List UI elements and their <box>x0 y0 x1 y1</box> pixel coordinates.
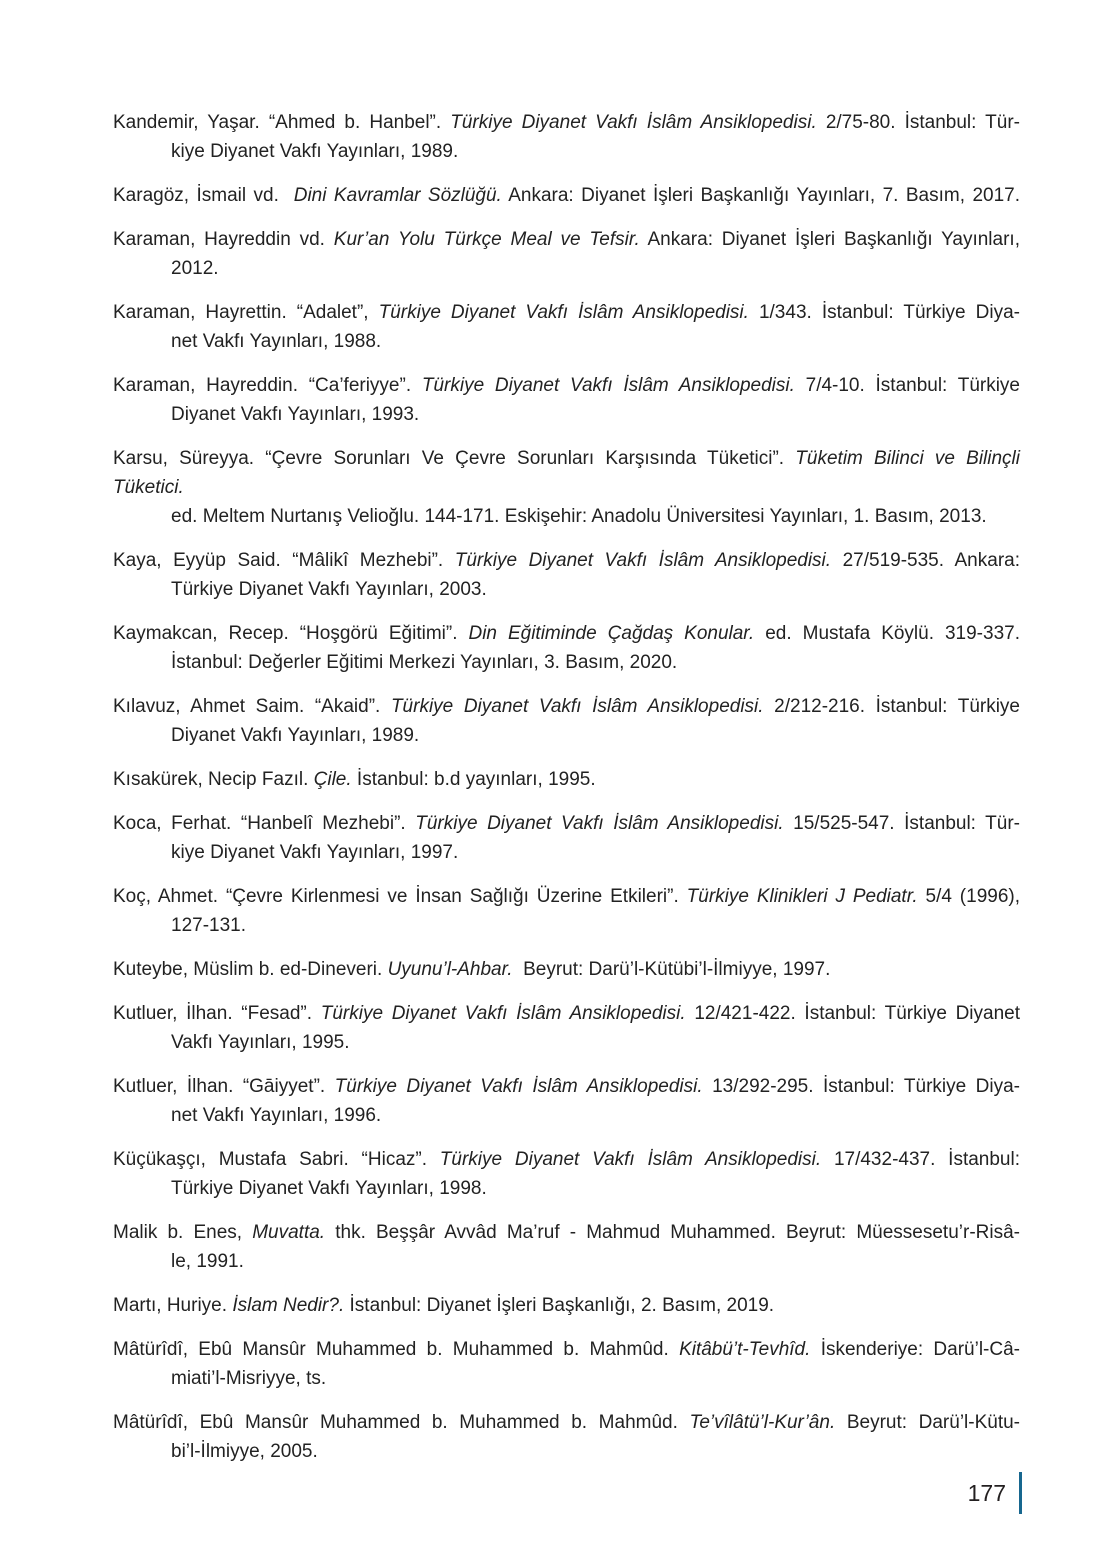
entry-line <box>113 254 1020 283</box>
bibliography-entry <box>113 181 1020 210</box>
entry-text: Kuteybe, Müslim b. ed-Dineveri. <box>113 959 388 980</box>
entry-line <box>113 502 1020 531</box>
entry-text: Kutluer, İlhan. “Gāiyyet”. <box>113 1076 335 1097</box>
bibliography-entry <box>113 1408 1020 1466</box>
entry-text: Beyrut: Darü’l-Kütübi’l-İlmiyye, 1997. <box>512 959 831 980</box>
entry-line <box>113 1364 1020 1393</box>
entry-text: Kutluer, İlhan. “Fesad”. <box>113 1003 321 1024</box>
bibliography-entry <box>113 1335 1020 1393</box>
bibliography-entry <box>113 225 1020 283</box>
entry-text: net Vakfı Yayınları, 1988. <box>171 331 382 352</box>
page-edge-bar <box>1019 1472 1022 1514</box>
entry-line <box>113 181 1020 210</box>
entry-line <box>113 911 1020 940</box>
entry-text: 127-131. <box>171 915 247 936</box>
entry-text: ed. Meltem Nurtanış Velioğlu. 144-171. Eskişehir: Anadolu Üniversitesi Yayınları, 1. Basım, 2013. <box>171 506 987 527</box>
entry-line <box>113 1174 1020 1203</box>
entry-line <box>113 225 1020 254</box>
entry-title-italic: Te’vîlâtü’l-Kur’ân. <box>689 1412 836 1433</box>
entry-text: Karsu, Süreyya. “Çevre Sorunları Ve Çevre Sorunları Karşısında Tüketici”. <box>113 448 796 469</box>
entry-text: Karaman, Hayreddin vd. <box>113 229 334 250</box>
entry-text: Beyrut: Darü’l-Kütu- <box>835 1412 1020 1433</box>
entry-line <box>113 1072 1020 1101</box>
bibliography-entry <box>113 692 1020 750</box>
bibliography-entry <box>113 371 1020 429</box>
entry-text: 15/525-547. İstanbul: Tür- <box>783 813 1020 834</box>
entry-text: Karaman, Hayreddin. “Ca’feriyye”. <box>113 375 422 396</box>
bibliography-entry <box>113 298 1020 356</box>
entry-line <box>113 882 1020 911</box>
entry-text: Ankara: Diyanet İşleri Başkanlığı Yayınları, <box>639 229 1020 250</box>
entry-title-italic: Muvatta. <box>252 1222 326 1243</box>
entry-text: İskenderiye: Darü’l-Câ- <box>810 1339 1020 1360</box>
entry-line <box>113 444 1020 502</box>
bibliography-entry <box>113 1291 1020 1320</box>
entry-text: kiye Diyanet Vakfı Yayınları, 1989. <box>171 141 459 162</box>
entry-title-italic: Din Eğitiminde Çağdaş Konular. <box>468 623 755 644</box>
entry-line <box>113 546 1020 575</box>
bibliography-entry <box>113 1218 1020 1276</box>
entry-text: 1/343. İstanbul: Türkiye Diya- <box>748 302 1021 323</box>
entry-text: Kaya, Eyyüp Said. “Mâlikî Mezhebi”. <box>113 550 455 571</box>
page-footer <box>968 1472 1022 1514</box>
entry-line <box>113 721 1020 750</box>
entry-line <box>113 1101 1020 1130</box>
bibliography-entry <box>113 999 1020 1057</box>
bibliography-entry <box>113 809 1020 867</box>
entry-text: 7/4-10. İstanbul: Türkiye <box>794 375 1021 396</box>
entry-text: thk. Beşşâr Avvâd Ma’ruf - Mahmud Muhammed. Beyrut: Müessesetu’r-Risâ- <box>325 1222 1020 1243</box>
entry-title-italic: Çile. <box>313 769 352 790</box>
entry-text: 5/4 (1996), <box>917 886 1020 907</box>
bibliography-entry <box>113 955 1020 984</box>
entry-line <box>113 1145 1020 1174</box>
entry-title-italic: Türkiye Diyanet Vakfı İslâm Ansiklopedisi. <box>454 550 832 571</box>
entry-title-italic: Kur’an Yolu Türkçe Meal ve Tefsir. <box>333 229 640 250</box>
entry-line <box>113 1291 1020 1320</box>
bibliography-entry <box>113 1072 1020 1130</box>
entry-text: Kılavuz, Ahmet Saim. “Akaid”. <box>113 696 391 717</box>
entry-text: Mâtürîdî, Ebû Mansûr Muhammed b. Muhammed b. Mahmûd. <box>113 1339 680 1360</box>
page-number: 177 <box>967 1480 1006 1506</box>
entry-title-italic: Türkiye Diyanet Vakfı İslâm Ansiklopedisi. <box>390 696 764 717</box>
entry-text: le, 1991. <box>171 1251 244 1272</box>
entry-text: 2/75-80. İstanbul: Tür- <box>816 112 1020 133</box>
entry-text: bi’l-İlmiyye, 2005. <box>171 1441 318 1462</box>
entry-text: 27/519-535. Ankara: <box>831 550 1020 571</box>
bibliography-entry <box>113 108 1020 166</box>
entry-text: Diyanet Vakfı Yayınları, 1989. <box>171 725 420 746</box>
entry-text: Diyanet Vakfı Yayınları, 1993. <box>171 404 420 425</box>
entry-text: kiye Diyanet Vakfı Yayınları, 1997. <box>171 842 459 863</box>
bibliography <box>113 108 1020 1481</box>
entry-line <box>113 137 1020 166</box>
entry-text: 2/212-216. İstanbul: Türkiye <box>763 696 1021 717</box>
entry-line <box>113 298 1020 327</box>
entry-text: İstanbul: Diyanet İşleri Başkanlığı, 2. Basım, 2019. <box>344 1295 775 1316</box>
entry-title-italic: Uyunu’l-Ahbar. <box>387 959 513 980</box>
entry-line <box>113 648 1020 677</box>
entry-text: İstanbul: b.d yayınları, 1995. <box>351 769 596 790</box>
entry-text: 2012. <box>171 258 219 279</box>
entry-line <box>113 1218 1020 1247</box>
entry-line <box>113 400 1020 429</box>
entry-text: Kısakürek, Necip Fazıl. <box>113 769 314 790</box>
entry-text: Türkiye Diyanet Vakfı Yayınları, 1998. <box>171 1178 487 1199</box>
entry-text: 17/432-437. İstanbul: <box>821 1149 1020 1170</box>
entry-line <box>113 999 1020 1028</box>
entry-title-italic: Türkiye Diyanet Vakfı İslâm Ansiklopedisi. <box>334 1076 703 1097</box>
entry-text: Küçükaşçı, Mustafa Sabri. “Hicaz”. <box>113 1149 440 1170</box>
entry-text: Malik b. Enes, <box>113 1222 253 1243</box>
entry-title-italic: İslam Nedir?. <box>232 1295 345 1316</box>
entry-title-italic: Türkiye Diyanet Vakfı İslâm Ansiklopedisi. <box>415 813 784 834</box>
entry-line <box>113 371 1020 400</box>
bibliography-entry <box>113 546 1020 604</box>
entry-line <box>113 108 1020 137</box>
entry-text: 13/292-295. İstanbul: Türkiye Diya- <box>702 1076 1020 1097</box>
entry-title-italic: Türkiye Diyanet Vakfı İslâm Ansiklopedisi. <box>378 302 749 323</box>
entry-line <box>113 692 1020 721</box>
bibliography-entry <box>113 765 1020 794</box>
entry-title-italic: Türkiye Diyanet Vakfı İslâm Ansiklopedisi. <box>439 1149 822 1170</box>
entry-text: Türkiye Diyanet Vakfı Yayınları, 2003. <box>171 579 487 600</box>
entry-text: Ankara: Diyanet İşleri Başkanlığı Yayınları, 7. Basım, 2017. <box>501 185 1020 206</box>
entry-line <box>113 765 1020 794</box>
entry-text: 12/421-422. İstanbul: Türkiye Diyanet <box>685 1003 1020 1024</box>
entry-line <box>113 575 1020 604</box>
entry-line <box>113 1028 1020 1057</box>
entry-line <box>113 809 1020 838</box>
entry-title-italic: Türkiye Diyanet Vakfı İslâm Ansiklopedisi. <box>450 112 817 133</box>
entry-text: Vakfı Yayınları, 1995. <box>171 1032 350 1053</box>
entry-text: Mâtürîdî, Ebû Mansûr Muhammed b. Muhammed b. Mahmûd. <box>113 1412 690 1433</box>
entry-title-italic: Türkiye Klinikleri J Pediatr. <box>686 886 918 907</box>
entry-text: Kaymakcan, Recep. “Hoşgörü Eğitimi”. <box>113 623 469 644</box>
entry-line <box>113 327 1020 356</box>
bibliography-entry <box>113 1145 1020 1203</box>
entry-line <box>113 838 1020 867</box>
entry-text: Karaman, Hayrettin. “Adalet”, <box>113 302 379 323</box>
entry-title-italic: Türkiye Diyanet Vakfı İslâm Ansiklopedisi. <box>320 1003 686 1024</box>
entry-text: Karagöz, İsmail vd. <box>113 185 294 206</box>
entry-line <box>113 1437 1020 1466</box>
entry-text: miati’l-Misriyye, ts. <box>171 1368 327 1389</box>
entry-line <box>113 1247 1020 1276</box>
entry-line <box>113 619 1020 648</box>
entry-title-italic: Tüketim Bilinci ve Bilinçli Tüketici. <box>113 448 1020 498</box>
entry-title-italic: Kitâbü’t-Tevhîd. <box>679 1339 811 1360</box>
entry-line <box>113 1335 1020 1364</box>
entry-text: ed. Mustafa Köylü. 319-337. <box>754 623 1020 644</box>
entry-line <box>113 955 1020 984</box>
entry-line <box>113 1408 1020 1437</box>
entry-text: net Vakfı Yayınları, 1996. <box>171 1105 382 1126</box>
entry-text: Koç, Ahmet. “Çevre Kirlenmesi ve İnsan Sağlığı Üzerine Etkileri”. <box>113 886 687 907</box>
bibliography-entry <box>113 444 1020 531</box>
bibliography-entry <box>113 882 1020 940</box>
entry-title-italic: Türkiye Diyanet Vakfı İslâm Ansiklopedisi. <box>421 375 795 396</box>
entry-text: İstanbul: Değerler Eğitimi Merkezi Yayınları, 3. Basım, 2020. <box>171 652 678 673</box>
bibliography-entry <box>113 619 1020 677</box>
entry-text: Martı, Huriye. <box>113 1295 233 1316</box>
entry-title-italic: Dini Kavramlar Sözlüğü. <box>293 185 502 206</box>
entry-text: Koca, Ferhat. “Hanbelî Mezhebi”. <box>113 813 416 834</box>
entry-text: Kandemir, Yaşar. “Ahmed b. Hanbel”. <box>113 112 451 133</box>
